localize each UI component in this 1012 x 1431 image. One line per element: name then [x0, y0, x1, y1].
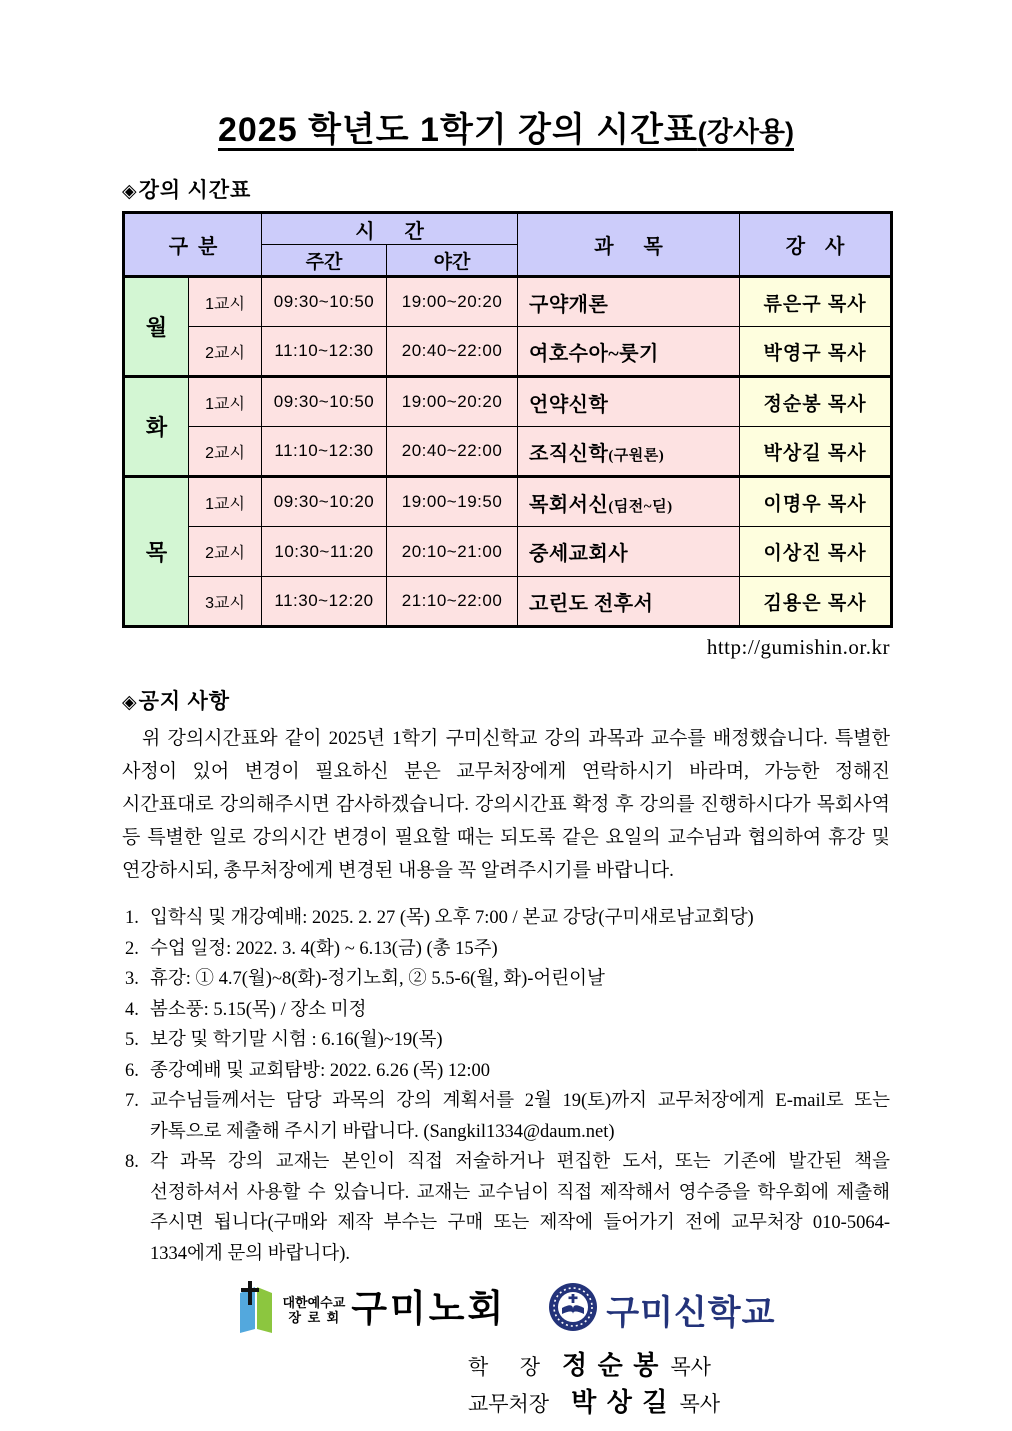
- seminary-name: 구미신학교: [606, 1294, 776, 1333]
- president-name: 정 순 봉: [562, 1351, 661, 1381]
- item-text: 각 과목 강의 교재는 본인이 직접 저술하거나 편집한 도서, 또는 기존에 발간된 책을 선정하셔서 사용할 수 있습니다. 교재는 교수님이 직접 제작해서 영수증을 학우회에 제출해 주시면 됩니다(구매와 제작 부수는 구매 또는 제작에 들어가기 전에 교무처장 010-5064-1334에게 문의 바랍니다).: [150, 1152, 890, 1264]
- footer: [122, 1281, 890, 1422]
- period-cell: 2교시: [189, 327, 262, 377]
- timetable-section-heading: [122, 174, 890, 204]
- day-cell-tuesday: 화: [124, 377, 189, 477]
- period-cell: 1교시: [189, 477, 262, 527]
- title-main-text: 2025 학년도 1학기 강의 시간표: [217, 111, 698, 149]
- role-label: 학 장: [467, 1355, 541, 1380]
- presbytery-line1: 대한예수교: [282, 1294, 346, 1310]
- presbytery-logo: [237, 1281, 507, 1338]
- notice-item: [122, 1086, 890, 1147]
- subject-text: 언약신학: [529, 393, 609, 416]
- subject-text: 조직신학: [529, 442, 609, 465]
- notice-item: [122, 934, 890, 965]
- subject-text: 중세교회사: [529, 543, 629, 566]
- period-cell: 2교시: [189, 427, 262, 477]
- instructor-cell: 이명우 목사: [740, 477, 892, 527]
- diamond-bullet-icon: ◈: [122, 692, 138, 714]
- col-header-daytime: 주간: [262, 245, 387, 277]
- subject-cell: [518, 377, 740, 427]
- signatures: [468, 1348, 720, 1422]
- instructor-cell: 김용은 목사: [740, 577, 892, 627]
- notice-paragraph: 위 강의시간표와 같이 2025년 1학기 구미신학교 강의 과목과 교수를 배정했습니다. 특별한 사정이 있어 변경이 필요하신 분은 교무처장에게 연락하시기 바라며, 가능한 정해진 시간표대로 강의해주시면 감사하겠습니다. 강의시간표 확정 후 강의를 진행하시다가 목회사역 등 특별한 일로 강의시간 변경이 필요할 때는 되도록 같은 요일의 교수님과 협의하여 휴강 및 연강하시되, 총무처장에게 변경된 내용을 꼭 알려주시기를 바랍니다.: [122, 728, 890, 882]
- notice-list: [122, 903, 890, 1269]
- open-door-cross-icon: [237, 1281, 277, 1338]
- item-number: 6.: [125, 1060, 139, 1081]
- notice-item: [122, 1147, 890, 1269]
- signature-president: [468, 1348, 720, 1385]
- daytime-cell: 11:10~12:30: [262, 427, 387, 477]
- item-text: 보강 및 학기말 시험 : 6.16(월)~19(목): [150, 1030, 443, 1051]
- title-suffix-text: (강사용): [697, 117, 794, 147]
- table-row: [124, 377, 892, 427]
- period-cell: 2교시: [189, 527, 262, 577]
- notice-item: [122, 995, 890, 1026]
- item-text: 수업 일정: 2022. 3. 4(화) ~ 6.13(금) (총 15주): [150, 938, 498, 959]
- subject-note: (딤전~딛): [608, 498, 673, 515]
- table-row: [124, 527, 892, 577]
- daytime-cell: 10:30~11:20: [262, 527, 387, 577]
- timetable-heading-label: 강의 시간표: [138, 178, 252, 203]
- item-text: 휴강: ① 4.7(월)~8(화)-정기노회, ② 5.5-6(월, 화)-어린이날: [150, 969, 605, 990]
- col-header-instructor: 강 사: [740, 213, 892, 277]
- presbytery-line2: 장 로 회: [288, 1309, 340, 1325]
- subject-cell: [518, 327, 740, 377]
- day-cell-thursday: 목: [124, 477, 189, 627]
- notice-item: [122, 1025, 890, 1056]
- subject-text: 고린도 전후서: [529, 592, 654, 615]
- seminary-logo: [548, 1282, 775, 1337]
- notice-item: [122, 903, 890, 934]
- col-header-nighttime: 야간: [387, 245, 518, 277]
- item-number: 3.: [125, 969, 139, 990]
- presbytery-name: 구미노회: [351, 1289, 507, 1331]
- col-header-category: 구 분: [124, 213, 262, 277]
- nighttime-cell: 20:40~22:00: [387, 327, 518, 377]
- subject-note: (구원론): [608, 447, 665, 464]
- signature-dean: [468, 1385, 720, 1422]
- subject-text: 여호수아~룻기: [529, 342, 659, 365]
- item-number: 8.: [125, 1152, 139, 1173]
- role-label: 교무처장: [467, 1392, 550, 1417]
- item-text: 입학식 및 개강예배: 2025. 2. 27 (목) 오후 7:00 / 본교 강당(구미새로남교회당): [150, 908, 754, 929]
- instructor-cell: 정순봉 목사: [740, 377, 892, 427]
- nighttime-cell: 21:10~22:00: [387, 577, 518, 627]
- subject-cell: [518, 477, 740, 527]
- nighttime-cell: 19:00~20:20: [387, 377, 518, 427]
- period-cell: 3교시: [189, 577, 262, 627]
- nighttime-cell: 19:00~20:20: [387, 277, 518, 327]
- period-cell: 1교시: [189, 277, 262, 327]
- day-cell-monday: 월: [124, 277, 189, 377]
- notice-heading-label: 공지 사항: [138, 689, 231, 714]
- item-text: 봄소풍: 5.15(목) / 장소 미정: [150, 999, 367, 1020]
- notice-section-heading: [122, 685, 890, 715]
- website-url: http://gumishin.or.kr: [706, 635, 890, 660]
- diamond-bullet-icon: ◈: [122, 181, 138, 203]
- item-number: 7.: [125, 1091, 139, 1112]
- pastor-title: 목사: [670, 1355, 711, 1380]
- nighttime-cell: 20:40~22:00: [387, 427, 518, 477]
- nighttime-cell: 20:10~21:00: [387, 527, 518, 577]
- daytime-cell: 11:30~12:20: [262, 577, 387, 627]
- subject-cell: [518, 527, 740, 577]
- instructor-cell: 박영구 목사: [740, 327, 892, 377]
- daytime-cell: 09:30~10:50: [262, 377, 387, 427]
- item-number: 1.: [125, 908, 139, 929]
- table-row: [124, 427, 892, 477]
- instructor-cell: 이상진 목사: [740, 527, 892, 577]
- instructor-cell: 박상길 목사: [740, 427, 892, 477]
- table-header-row: [124, 213, 892, 245]
- footer-logos: [122, 1281, 890, 1338]
- item-text: 종강예배 및 교회탐방: 2022. 6.26 (목) 12:00: [150, 1060, 491, 1081]
- instructor-cell: 류은구 목사: [740, 277, 892, 327]
- daytime-cell: 09:30~10:50: [262, 277, 387, 327]
- subject-cell: [518, 277, 740, 327]
- table-row: [124, 477, 892, 527]
- nighttime-cell: 19:00~19:50: [387, 477, 518, 527]
- seminary-seal-icon: [548, 1282, 598, 1337]
- lecture-timetable: [122, 211, 893, 628]
- col-header-time: 시 간: [262, 213, 518, 245]
- table-row: [124, 327, 892, 377]
- table-row: [124, 277, 892, 327]
- item-number: 2.: [125, 938, 139, 959]
- pastor-title: 목사: [679, 1392, 721, 1417]
- item-text: 교수님들께서는 담당 과목의 강의 계획서를 2월 19(토)까지 교무처장에게 E-mail로 또는 카톡으로 제출해 주시기 바랍니다. (Sangkil1334@daum.net): [150, 1091, 890, 1142]
- subject-text: 구약개론: [529, 293, 609, 316]
- notice-item: [122, 964, 890, 995]
- item-number: 4.: [125, 999, 139, 1020]
- dean-name: 박 상 길: [571, 1388, 670, 1418]
- notice-item: [122, 1056, 890, 1087]
- daytime-cell: 09:30~10:20: [262, 477, 387, 527]
- item-number: 5.: [125, 1030, 139, 1051]
- period-cell: 1교시: [189, 377, 262, 427]
- subject-cell: [518, 427, 740, 477]
- subject-cell: [518, 577, 740, 627]
- presbytery-small-text: [283, 1295, 346, 1325]
- subject-text: 목회서신: [529, 493, 609, 516]
- daytime-cell: 11:10~12:30: [262, 327, 387, 377]
- table-row: [124, 577, 892, 627]
- col-header-subject: 과 목: [518, 213, 740, 277]
- page-title: [122, 112, 890, 149]
